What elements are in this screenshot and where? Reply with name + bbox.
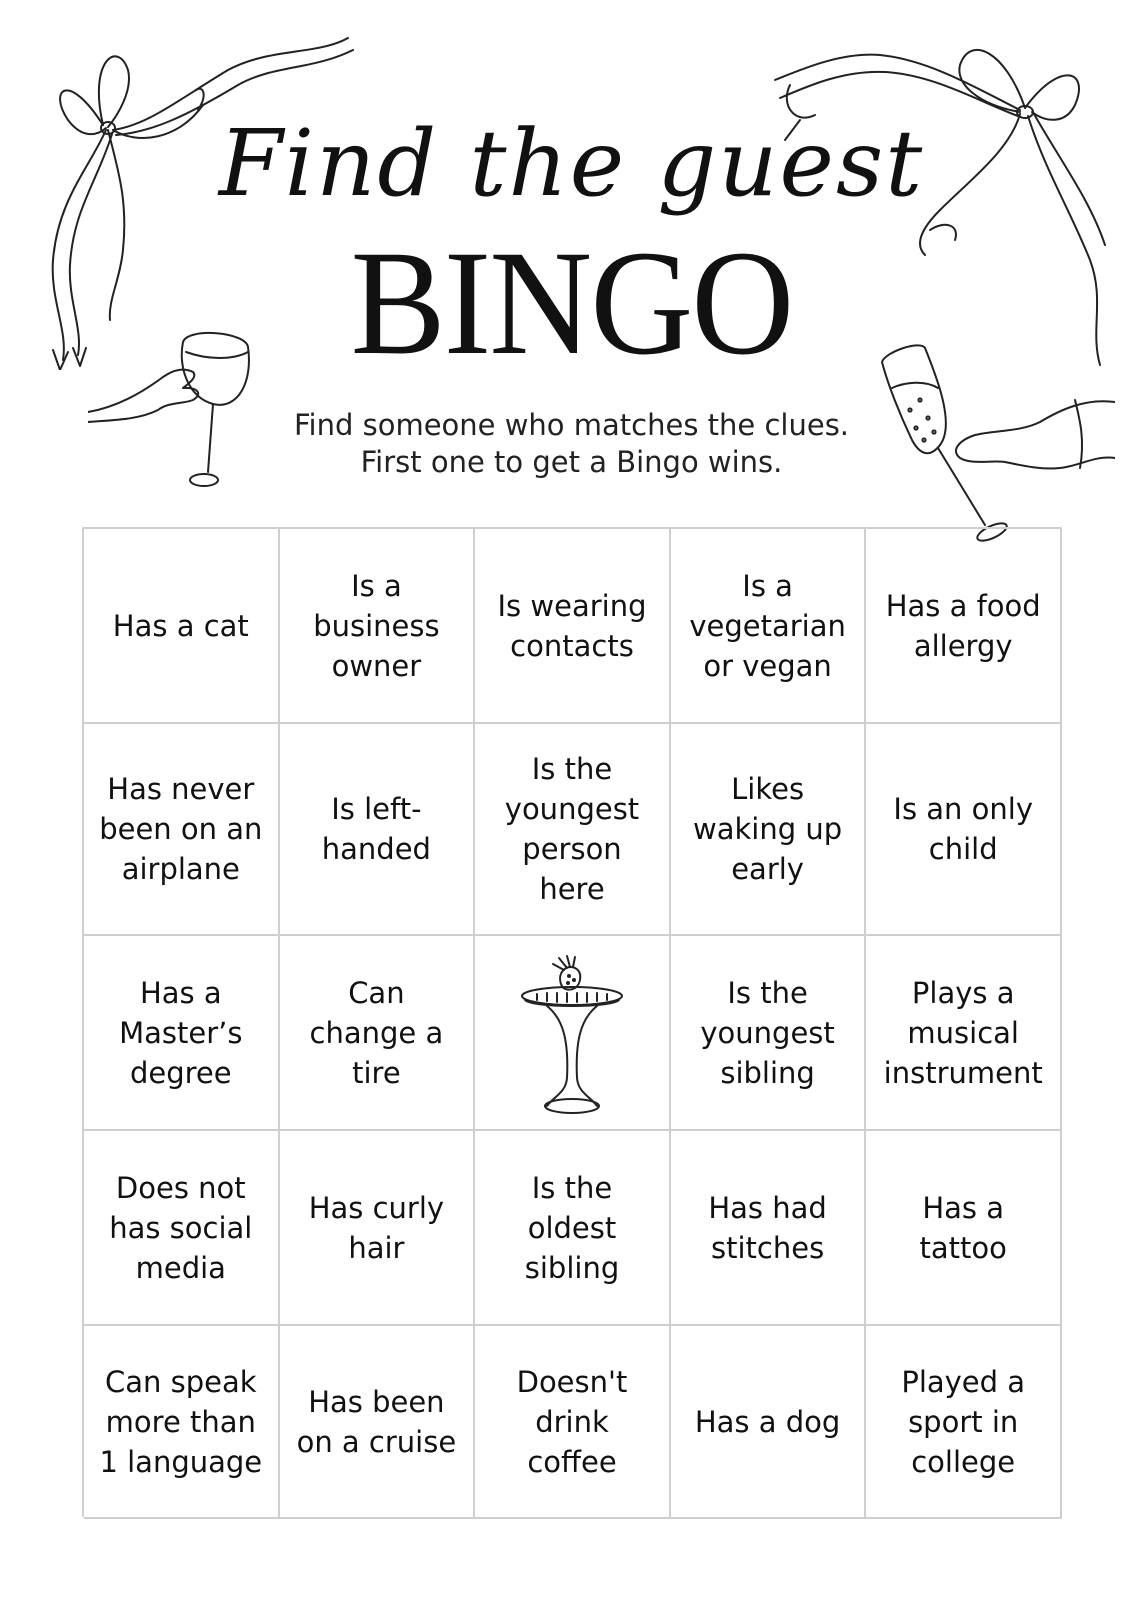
bingo-cell[interactable]: Is a vegetarian or vegan [671, 529, 867, 724]
bingo-free-space[interactable] [475, 936, 671, 1131]
bingo-cell[interactable]: Does not has social media [84, 1131, 280, 1326]
instruction-line: First one to get a Bingo wins. [360, 445, 783, 479]
bingo-cell[interactable]: Has a cat [84, 529, 280, 724]
bingo-cell[interactable]: Has been on a cruise [280, 1326, 476, 1519]
bingo-cell[interactable]: Has a tattoo [866, 1131, 1062, 1326]
bingo-cell[interactable]: Can speak more than 1 language [84, 1326, 280, 1519]
bingo-cell[interactable]: Can change a tire [280, 936, 476, 1131]
bingo-cell[interactable]: Has curly hair [280, 1131, 476, 1326]
bingo-cell[interactable]: Is an only child [866, 724, 1062, 936]
instruction-line: Find someone who matches the clues. [293, 408, 850, 442]
bingo-cell[interactable]: Played a sport in college [866, 1326, 1062, 1519]
bingo-cell[interactable]: Is left-handed [280, 724, 476, 936]
bingo-cell[interactable]: Likes waking up early [671, 724, 867, 936]
bingo-cell[interactable]: Is a business owner [280, 529, 476, 724]
bingo-cell[interactable]: Has had stitches [671, 1131, 867, 1326]
bingo-cell[interactable]: Has never been on an airplane [84, 724, 280, 936]
instructions [0, 407, 1143, 481]
bingo-cell[interactable]: Is wearing contacts [475, 529, 671, 724]
bingo-cell[interactable]: Is the youngest sibling [671, 936, 867, 1131]
bingo-cell[interactable]: Doesn't drink coffee [475, 1326, 671, 1519]
bingo-cell[interactable]: Has a food allergy [866, 529, 1062, 724]
bingo-cell[interactable]: Has a Master’s degree [84, 936, 280, 1131]
page-subtitle: Find the guest [218, 110, 925, 217]
bingo-cell[interactable]: Is the youngest person here [475, 724, 671, 936]
bingo-cell[interactable]: Has a dog [671, 1326, 867, 1519]
page-title: BINGO [350, 220, 793, 386]
cocktail-coupe-icon [517, 948, 627, 1118]
bingo-cell[interactable]: Is the oldest sibling [475, 1131, 671, 1326]
bingo-cell[interactable]: Plays a musical instrument [866, 936, 1062, 1131]
bingo-board [82, 527, 1062, 1517]
